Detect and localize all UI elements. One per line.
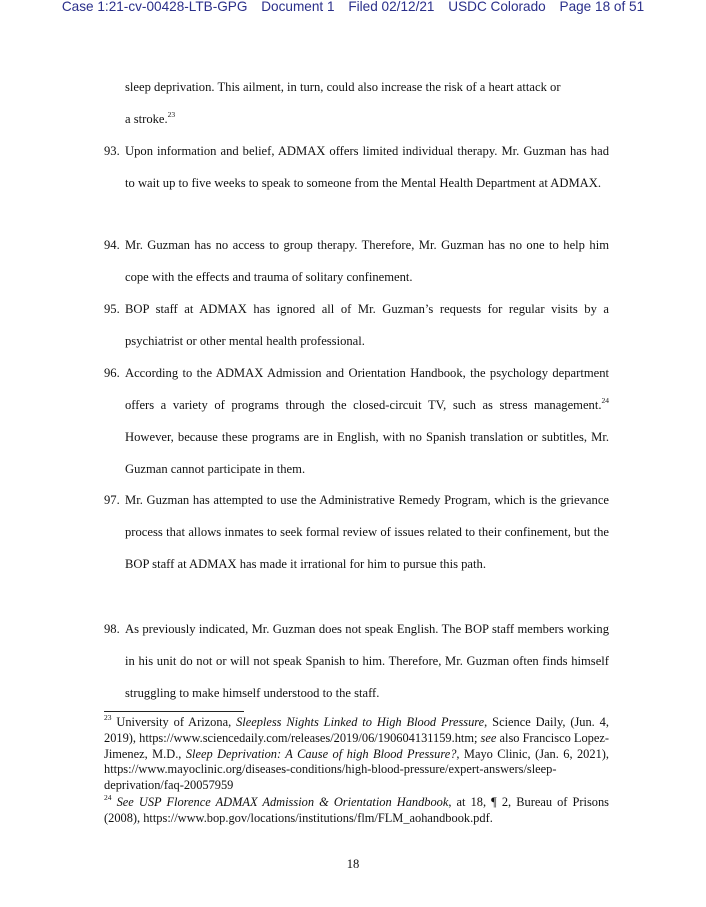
filed-date: Filed 02/12/21 — [348, 0, 435, 14]
paragraph-number: 96. — [104, 366, 120, 380]
paragraph-93 — [104, 135, 609, 199]
paragraph-text: As previously indicated, Mr. Guzman does not speak English. The BOP staff members working in his unit do not or will not speak Spanish to him. Therefore, Mr. Guzman often finds himself struggling to make himself understood to the staff. — [125, 622, 609, 700]
paragraph-number: 95. — [104, 302, 120, 316]
paragraph-95 — [104, 293, 609, 357]
paragraph-94 — [104, 229, 609, 293]
footnote-separator — [104, 711, 244, 712]
paragraph-text: Mr. Guzman has attempted to use the Administrative Remedy Program, which is the grievance process that allows inmates to seek formal review of issues related to their confinement, but the BOP staff at ADMAX has made it irrational for him to pursue this path. — [125, 493, 609, 571]
page-number: 18 — [346, 857, 360, 871]
paragraph-97 — [104, 484, 609, 580]
continuation-line-1: sleep deprivation. This ailment, in turn, could also increase the risk of a heart attack or — [125, 80, 561, 94]
ecf-header — [0, 0, 706, 14]
paragraph-text: Mr. Guzman has no access to group therapy. Therefore, Mr. Guzman has no one to help him cope with the effects and trauma of solitary confinement. — [125, 238, 609, 284]
paragraph-number: 94. — [104, 238, 120, 252]
paragraph-text: According to the ADMAX Admission and Orientation Handbook, the psychology department offers a variety of programs through the closed-circuit TV, such as stress management.$^{24}$ However, because these programs are in English, with no Spanish translation or subtitles, Mr. Guzman cannot participate in them. — [125, 366, 609, 476]
paragraph-number: 93. — [104, 144, 120, 158]
court-name: USDC Colorado — [448, 0, 546, 14]
paragraph-text: Upon information and belief, ADMAX offers limited individual therapy. Mr. Guzman has had to wait up to five weeks to speak to someone from the Mental Health Department at ADMAX. — [125, 144, 609, 190]
footnote-23: $^{23}$ University of Arizona, Sleepless Nights Linked to High Blood Pressure, Science Daily, (Jun. 4, 2019), https://www.sciencedaily.com/releases/2019/06/190604131159.htm; see also Francisco Lopez- Jimenez, M.D., Sleep Deprivation: A Cause of high Blood Pressure?, Mayo Clinic, (Jan. 6, 2021), https://www.mayoclinic.org/diseases-conditions/high-blood-pressure/expert-answers/sleep-deprivation/faq-20057959 — [104, 713, 609, 793]
footnote-24: $^{24}$ See USP Florence ADMAX Admission & Orientation Handbook, at 18, ¶ 2, Bureau of Prisons (2008), https://www.bop.gov/locations/institutions/flm/FLM_aohandbook.pdf. — [104, 793, 609, 825]
paragraph-number: 98. — [104, 622, 120, 636]
paragraph-number: 97. — [104, 493, 120, 507]
continuation-line-2: a stroke.$^{23}$ — [125, 110, 176, 126]
page-count: Page 18 of 51 — [559, 0, 645, 14]
document-number: Document 1 — [261, 0, 335, 14]
footnote-ref-23: 23 — [167, 110, 176, 119]
paragraph-98 — [104, 613, 609, 709]
case-number: Case 1:21-cv-00428-LTB-GPG — [61, 0, 248, 14]
footnote-number: 23 — [104, 713, 112, 722]
continuation-text — [125, 71, 609, 135]
footnote-ref-24: 24 — [601, 396, 609, 405]
footnote-number: 24 — [104, 793, 112, 802]
paragraph-96 — [104, 357, 609, 485]
paragraph-text: BOP staff at ADMAX has ignored all of Mr. Guzman’s requests for regular visits by a psychiatrist or other mental health professional. — [125, 302, 609, 348]
